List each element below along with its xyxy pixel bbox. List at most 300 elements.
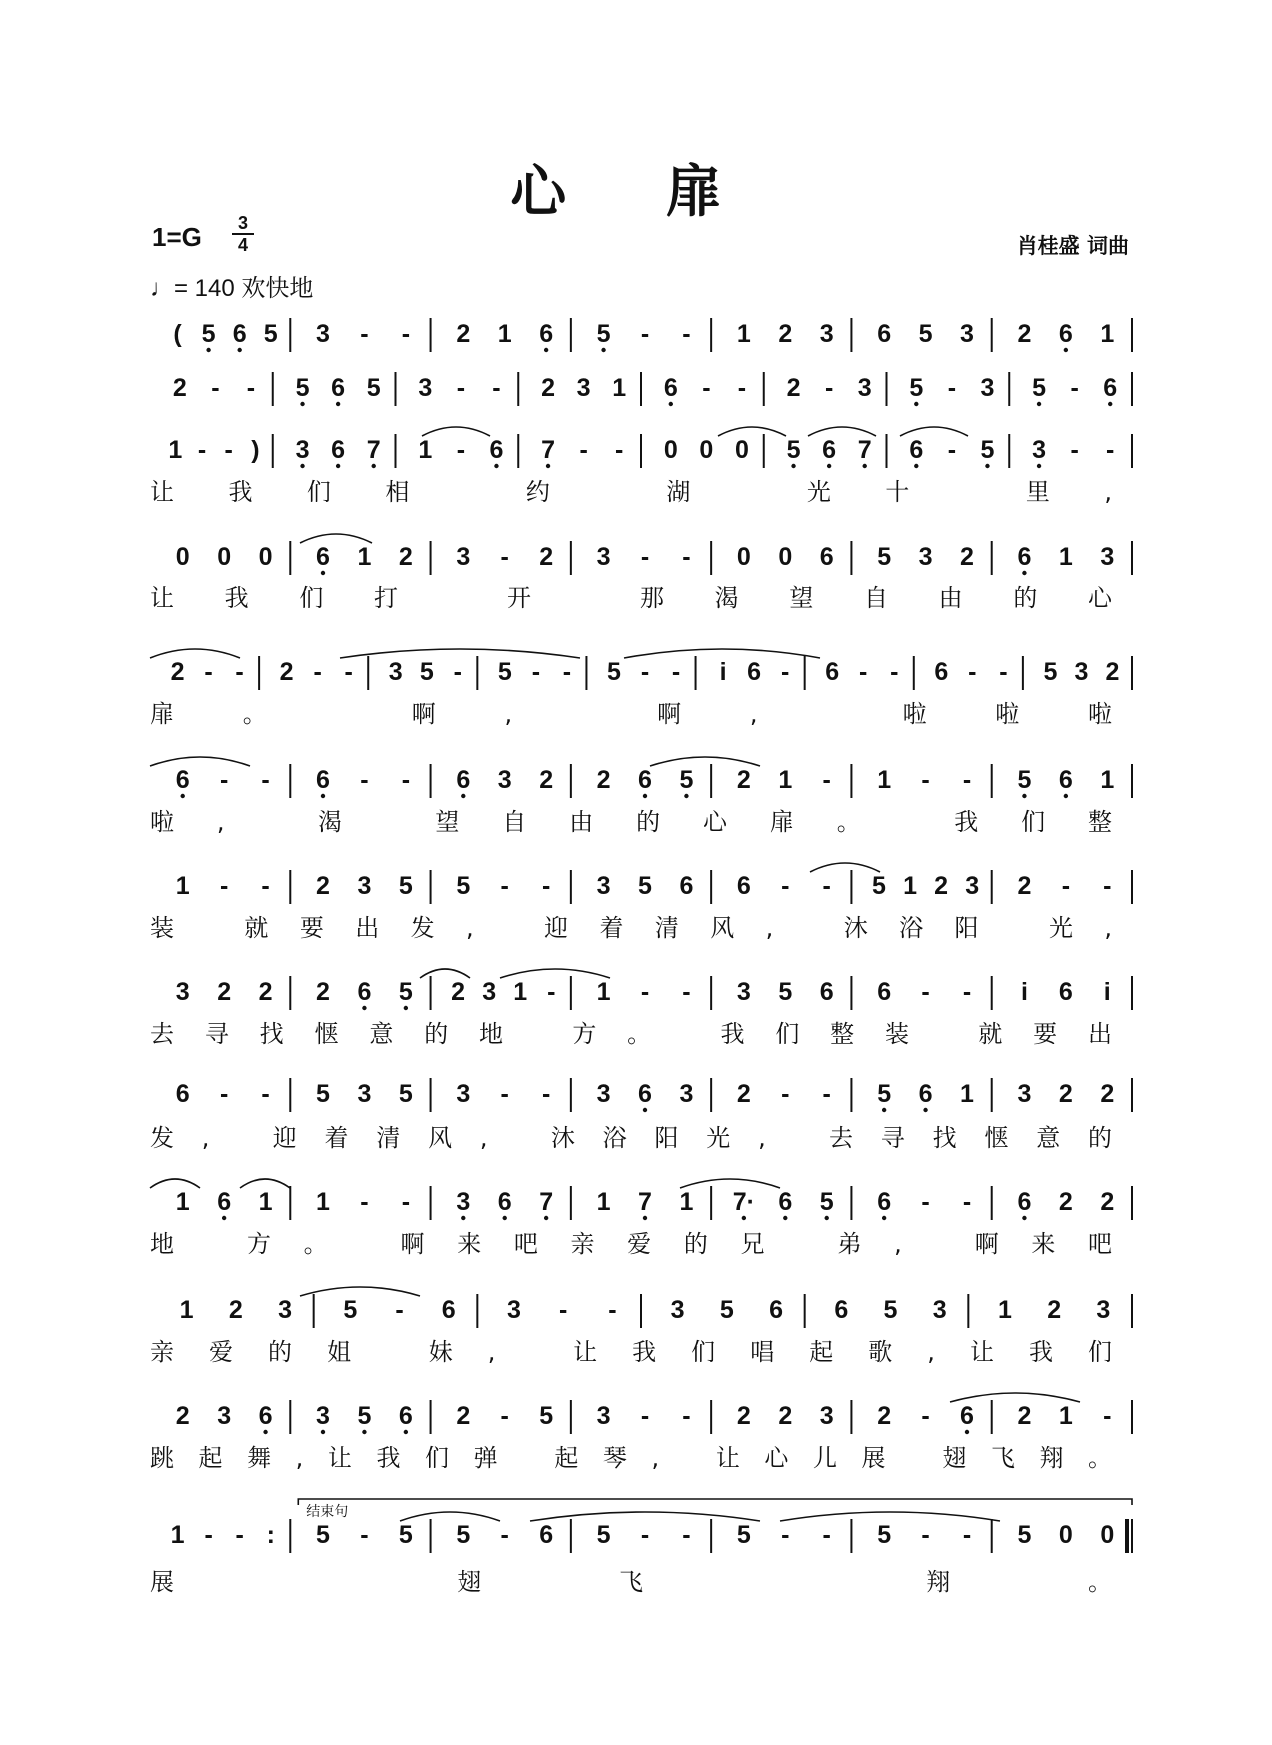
note: 3 — [278, 1296, 293, 1324]
note: 6 — [819, 978, 834, 1006]
note: 2 — [456, 320, 471, 348]
lyrics-line: 扉。 啊, 啊, 啦啦啦 — [150, 700, 1112, 728]
octave-dot — [965, 1430, 969, 1434]
note: - — [947, 374, 957, 402]
note: 7 — [857, 436, 872, 464]
note: 2 — [279, 658, 294, 686]
note: 2 — [539, 766, 554, 794]
note: - — [360, 1188, 369, 1216]
note: - — [1070, 374, 1079, 402]
note: 5 — [398, 872, 413, 900]
tie-arc — [150, 649, 240, 658]
note: 0 — [699, 436, 714, 464]
note: 1 — [1058, 543, 1073, 571]
octave-dot — [222, 1216, 226, 1220]
note: 3 — [217, 1402, 232, 1430]
octave-dot — [791, 464, 795, 468]
note: 3 — [576, 374, 591, 402]
octave-dot — [914, 402, 918, 406]
tie-arc — [340, 649, 580, 658]
note: 6 — [539, 1521, 554, 1549]
note: - — [781, 872, 790, 900]
note: 6 — [778, 1188, 793, 1216]
note: 5 — [343, 1296, 358, 1324]
note: 7 — [539, 1188, 554, 1216]
note: 5 — [295, 374, 310, 402]
note: 6 — [217, 1188, 232, 1216]
note: 5 — [607, 658, 621, 686]
note: - — [608, 1296, 617, 1324]
note: 1 — [612, 374, 627, 402]
octave-dot — [494, 464, 498, 468]
note: 3 — [932, 1296, 947, 1324]
score-system — [150, 1400, 1132, 1472]
octave-dot — [362, 1006, 366, 1010]
note: 3 — [456, 543, 471, 571]
note: 6 — [1103, 374, 1118, 402]
note: 2 — [539, 543, 554, 571]
note: - — [640, 658, 650, 686]
note: - — [640, 543, 650, 571]
note: - — [562, 658, 572, 686]
note: - — [261, 766, 270, 794]
note: 2 — [778, 320, 793, 348]
note: i — [1020, 978, 1028, 1006]
note: 0 — [175, 543, 190, 571]
octave-dot — [1108, 402, 1112, 406]
note: 1 — [258, 1188, 273, 1216]
note: 3 — [679, 1080, 694, 1108]
note: 6 — [331, 436, 346, 464]
note: 3 — [316, 320, 330, 348]
note: - — [671, 658, 681, 686]
note: - — [682, 1521, 691, 1549]
note: : — [266, 1521, 275, 1549]
tie-arc — [300, 534, 372, 543]
note: - — [682, 978, 691, 1006]
note: 2 — [217, 978, 232, 1006]
octave-dot — [362, 1430, 366, 1434]
key-signature: 1=G — [152, 222, 202, 252]
note: 2 — [451, 978, 466, 1006]
octave-dot — [669, 402, 673, 406]
note: 1 — [316, 1188, 330, 1216]
score-system — [173, 318, 1132, 352]
octave-dot — [461, 794, 465, 798]
note: 2 — [1017, 872, 1032, 900]
note: 1 — [903, 872, 917, 900]
note: 6 — [909, 436, 924, 464]
time-signature-bottom: 4 — [237, 235, 248, 255]
note: 0 — [778, 543, 793, 571]
octave-dot — [742, 1216, 746, 1220]
note: 5 — [786, 436, 801, 464]
note: - — [640, 320, 650, 348]
note: - — [401, 766, 411, 794]
octave-dot — [601, 348, 605, 352]
tie-arc — [718, 427, 786, 436]
note: 2 — [456, 1402, 471, 1430]
octave-dot — [503, 1216, 507, 1220]
octave-dot — [321, 794, 325, 798]
note: 2 — [316, 872, 330, 900]
note: 3 — [965, 872, 980, 900]
octave-dot — [863, 464, 867, 468]
octave-dot — [372, 464, 376, 468]
note: 2 — [778, 1402, 793, 1430]
note: 3 — [506, 1296, 521, 1324]
note: - — [500, 1402, 509, 1430]
note: 6 — [822, 436, 837, 464]
note: - — [962, 978, 972, 1006]
note: - — [822, 766, 831, 794]
note: 6 — [1058, 320, 1073, 348]
note: 2 — [736, 766, 751, 794]
note: 1 — [596, 1188, 611, 1216]
note: - — [615, 436, 624, 464]
tie-arc — [808, 427, 876, 436]
note: 3 — [596, 1402, 611, 1430]
note: 5 — [366, 374, 381, 402]
note: 5 — [1017, 766, 1032, 794]
tie-arc — [780, 1512, 1000, 1521]
note: - — [1106, 436, 1115, 464]
note: 6 — [825, 658, 840, 686]
score-system — [150, 1294, 1132, 1366]
octave-dot — [985, 464, 989, 468]
note: 7 — [541, 436, 555, 464]
note: - — [1061, 872, 1071, 900]
note: 2 — [1058, 1188, 1073, 1216]
note: - — [559, 1296, 568, 1324]
note: - — [211, 374, 220, 402]
score-system — [150, 1186, 1132, 1258]
note: 1 — [1100, 766, 1115, 794]
note: 5 — [719, 1296, 734, 1324]
note: 3 — [819, 1402, 834, 1430]
note: 7 — [638, 1188, 652, 1216]
note: 7· — [732, 1188, 755, 1216]
lyrics-line: 亲爱的姐 妹, 让我们唱起歌,让我们 — [150, 1338, 1112, 1366]
note: 2 — [736, 1402, 751, 1430]
note: 3 — [357, 1080, 372, 1108]
note: - — [547, 978, 556, 1006]
note: - — [890, 658, 899, 686]
octave-dot — [237, 348, 241, 352]
tie-arc — [420, 969, 470, 978]
note: 3 — [596, 872, 611, 900]
note: - — [246, 374, 256, 402]
note: 7 — [366, 436, 381, 464]
note: 5 — [877, 1521, 892, 1549]
note: 6 — [316, 766, 330, 794]
octave-dot — [1064, 348, 1068, 352]
octave-dot — [643, 1216, 647, 1220]
note: - — [541, 1080, 551, 1108]
tie-arc — [422, 427, 490, 436]
note: - — [962, 766, 972, 794]
octave-dot — [783, 1216, 787, 1220]
note: 5 — [398, 1521, 413, 1549]
note: 5 — [497, 658, 512, 686]
note: 2 — [258, 978, 273, 1006]
note: 3 — [596, 543, 611, 571]
note: 1 — [877, 766, 892, 794]
note: - — [921, 978, 930, 1006]
note: 5 — [883, 1296, 898, 1324]
note: - — [453, 658, 462, 686]
note: - — [456, 374, 466, 402]
note: 6 — [747, 658, 762, 686]
note: - — [261, 1080, 270, 1108]
note: 1 — [997, 1296, 1012, 1324]
note: i — [719, 658, 727, 686]
note: 6 — [1058, 766, 1073, 794]
octave-dot — [825, 1216, 829, 1220]
lyrics-line: 展 翅飞 翔。 — [150, 1568, 1112, 1596]
note: - — [702, 374, 711, 402]
note: 5 — [980, 436, 995, 464]
note: 3 — [456, 1080, 471, 1108]
tie-arc — [624, 649, 820, 658]
note: 5 — [778, 978, 793, 1006]
note: 2 — [1100, 1188, 1115, 1216]
tie-arc — [810, 863, 880, 872]
note: 1 — [179, 1296, 194, 1324]
note: 5 — [419, 658, 434, 686]
note: 2 — [1047, 1296, 1062, 1324]
score-system — [150, 434, 1132, 506]
note: - — [344, 658, 353, 686]
note: 5 — [918, 320, 933, 348]
note: 1 — [168, 436, 183, 464]
note: - — [360, 1521, 369, 1549]
note: 1 — [736, 320, 751, 348]
note: 5 — [1032, 374, 1046, 402]
note: 3 — [819, 320, 834, 348]
note: 1 — [170, 1521, 185, 1549]
note: 5 — [596, 1521, 611, 1549]
octave-dot — [404, 1430, 408, 1434]
note: ( — [173, 320, 182, 348]
tempo-value: = 140 — [174, 275, 235, 302]
note: 6 — [819, 543, 834, 571]
note: 1 — [513, 978, 528, 1006]
note: 5 — [679, 766, 694, 794]
lyrics-line: 跳起舞,让我们弹 起琴, 让心儿展 翅飞翔。 — [150, 1444, 1112, 1472]
note: 3 — [596, 1080, 611, 1108]
note: 2 — [398, 543, 413, 571]
note: 5 — [357, 1402, 372, 1430]
song-title: 心 扉 — [510, 159, 762, 225]
note: 5 — [539, 1402, 554, 1430]
note: 2 — [175, 1402, 190, 1430]
note: - — [682, 543, 691, 571]
note: 2 — [170, 658, 185, 686]
note: 5 — [316, 1080, 330, 1108]
note: 3 — [857, 374, 872, 402]
note: - — [859, 658, 868, 686]
note: 2 — [877, 1402, 892, 1430]
tie-arc — [240, 1179, 290, 1188]
score-system — [150, 541, 1132, 612]
note: - — [531, 658, 541, 686]
octave-dot — [263, 1430, 267, 1434]
note: 5 — [456, 1521, 471, 1549]
octave-dot — [300, 402, 304, 406]
note: 3 — [918, 543, 933, 571]
lyrics-line: 装 就要出发, 迎着清风, 沐浴阳 光, — [150, 914, 1112, 942]
note: 3 — [175, 978, 190, 1006]
note: 0 — [1100, 1521, 1115, 1549]
note: 0 — [217, 543, 232, 571]
score-system — [150, 870, 1132, 942]
note: 1 — [175, 872, 190, 900]
note: 2 — [960, 543, 974, 571]
credit: 肖桂盛 词曲 — [1016, 234, 1129, 258]
note: 5 — [819, 1188, 834, 1216]
note: 5 — [596, 320, 611, 348]
note: - — [500, 1080, 509, 1108]
octave-dot — [321, 1430, 325, 1434]
time-signature-top: 3 — [237, 213, 248, 233]
tie-arc — [530, 1512, 760, 1521]
note: 6 — [877, 978, 892, 1006]
note: - — [224, 436, 233, 464]
note: 1 — [175, 1188, 190, 1216]
note: - — [579, 436, 588, 464]
tie-arc — [500, 969, 610, 978]
octave-dot — [300, 464, 304, 468]
note: 6 — [331, 374, 346, 402]
octave-dot — [827, 464, 831, 468]
note: 1 — [778, 766, 793, 794]
score-system — [173, 372, 1132, 406]
note: 6 — [663, 374, 678, 402]
note: - — [781, 1080, 790, 1108]
note: - — [500, 1521, 509, 1549]
note: - — [962, 1521, 972, 1549]
note: 6 — [357, 978, 372, 1006]
octave-dot — [1064, 794, 1068, 798]
tie-arc — [400, 1512, 500, 1521]
note: 6 — [398, 1402, 413, 1430]
note: - — [360, 320, 369, 348]
tie-arc — [650, 757, 760, 766]
octave-dot — [461, 1216, 465, 1220]
tempo-expression: 欢快地 — [241, 275, 314, 302]
octave-dot — [321, 571, 325, 575]
note: 6 — [877, 320, 892, 348]
octave-dot — [336, 464, 340, 468]
note: 6 — [316, 543, 330, 571]
note: - — [261, 872, 270, 900]
note: 1 — [960, 1080, 974, 1108]
note: 3 — [388, 658, 403, 686]
note: - — [640, 978, 650, 1006]
note: 3 — [456, 1188, 471, 1216]
note: - — [541, 872, 551, 900]
note: - — [947, 436, 957, 464]
note: 6 — [1017, 543, 1032, 571]
note: 0 — [258, 543, 273, 571]
note: - — [360, 766, 369, 794]
note: - — [235, 658, 244, 686]
note: 0 — [1058, 1521, 1073, 1549]
quarter-note-icon: ♩ — [150, 275, 174, 302]
note: 2 — [228, 1296, 243, 1324]
note: 6 — [175, 1080, 190, 1108]
note: - — [962, 1188, 972, 1216]
note: - — [401, 1188, 411, 1216]
note: 1 — [497, 320, 512, 348]
note: 1 — [596, 978, 611, 1006]
octave-dot — [643, 1108, 647, 1112]
note: 3 — [1032, 436, 1046, 464]
note: ) — [251, 436, 260, 464]
note: 5 — [1043, 658, 1058, 686]
note: - — [824, 374, 834, 402]
note: 5 — [877, 543, 892, 571]
note: 6 — [1058, 978, 1073, 1006]
note: - — [682, 320, 691, 348]
note: 6 — [834, 1296, 849, 1324]
note: - — [500, 872, 509, 900]
note: - — [401, 320, 411, 348]
note: 3 — [736, 978, 751, 1006]
tie-arc — [300, 1287, 420, 1296]
lyrics-line: 去寻找惬意的地 方。 我们整装 就要出 — [150, 1020, 1112, 1048]
octave-dot — [914, 464, 918, 468]
note: - — [492, 374, 501, 402]
note: 5 — [1017, 1521, 1032, 1549]
octave-dot — [544, 348, 548, 352]
tie-arc — [150, 1179, 200, 1188]
note: 1 — [1100, 320, 1115, 348]
note: 0 — [735, 436, 749, 464]
octave-dot — [544, 1216, 548, 1220]
note: 3 — [482, 978, 497, 1006]
octave-dot — [684, 794, 688, 798]
octave-dot — [181, 794, 185, 798]
note: - — [640, 1521, 650, 1549]
note: - — [204, 658, 213, 686]
note: - — [1070, 436, 1079, 464]
octave-dot — [336, 402, 340, 406]
note: 6 — [539, 320, 554, 348]
note: 5 — [872, 872, 886, 900]
octave-dot — [206, 348, 210, 352]
note: 6 — [456, 766, 471, 794]
note: 2 — [316, 978, 330, 1006]
note: - — [921, 1188, 930, 1216]
note: 2 — [1017, 1402, 1032, 1430]
note: 1 — [418, 436, 433, 464]
note: 6 — [638, 1080, 652, 1108]
note: 5 — [877, 1080, 892, 1108]
note: - — [395, 1296, 404, 1324]
note: 2 — [172, 374, 187, 402]
note: - — [500, 543, 509, 571]
note: 2 — [596, 766, 611, 794]
note: 3 — [316, 1402, 330, 1430]
note: - — [737, 374, 747, 402]
note: 6 — [489, 436, 504, 464]
note: 6 — [960, 1402, 974, 1430]
octave-dot — [546, 464, 550, 468]
note: 2 — [1058, 1080, 1073, 1108]
note: - — [921, 1521, 930, 1549]
